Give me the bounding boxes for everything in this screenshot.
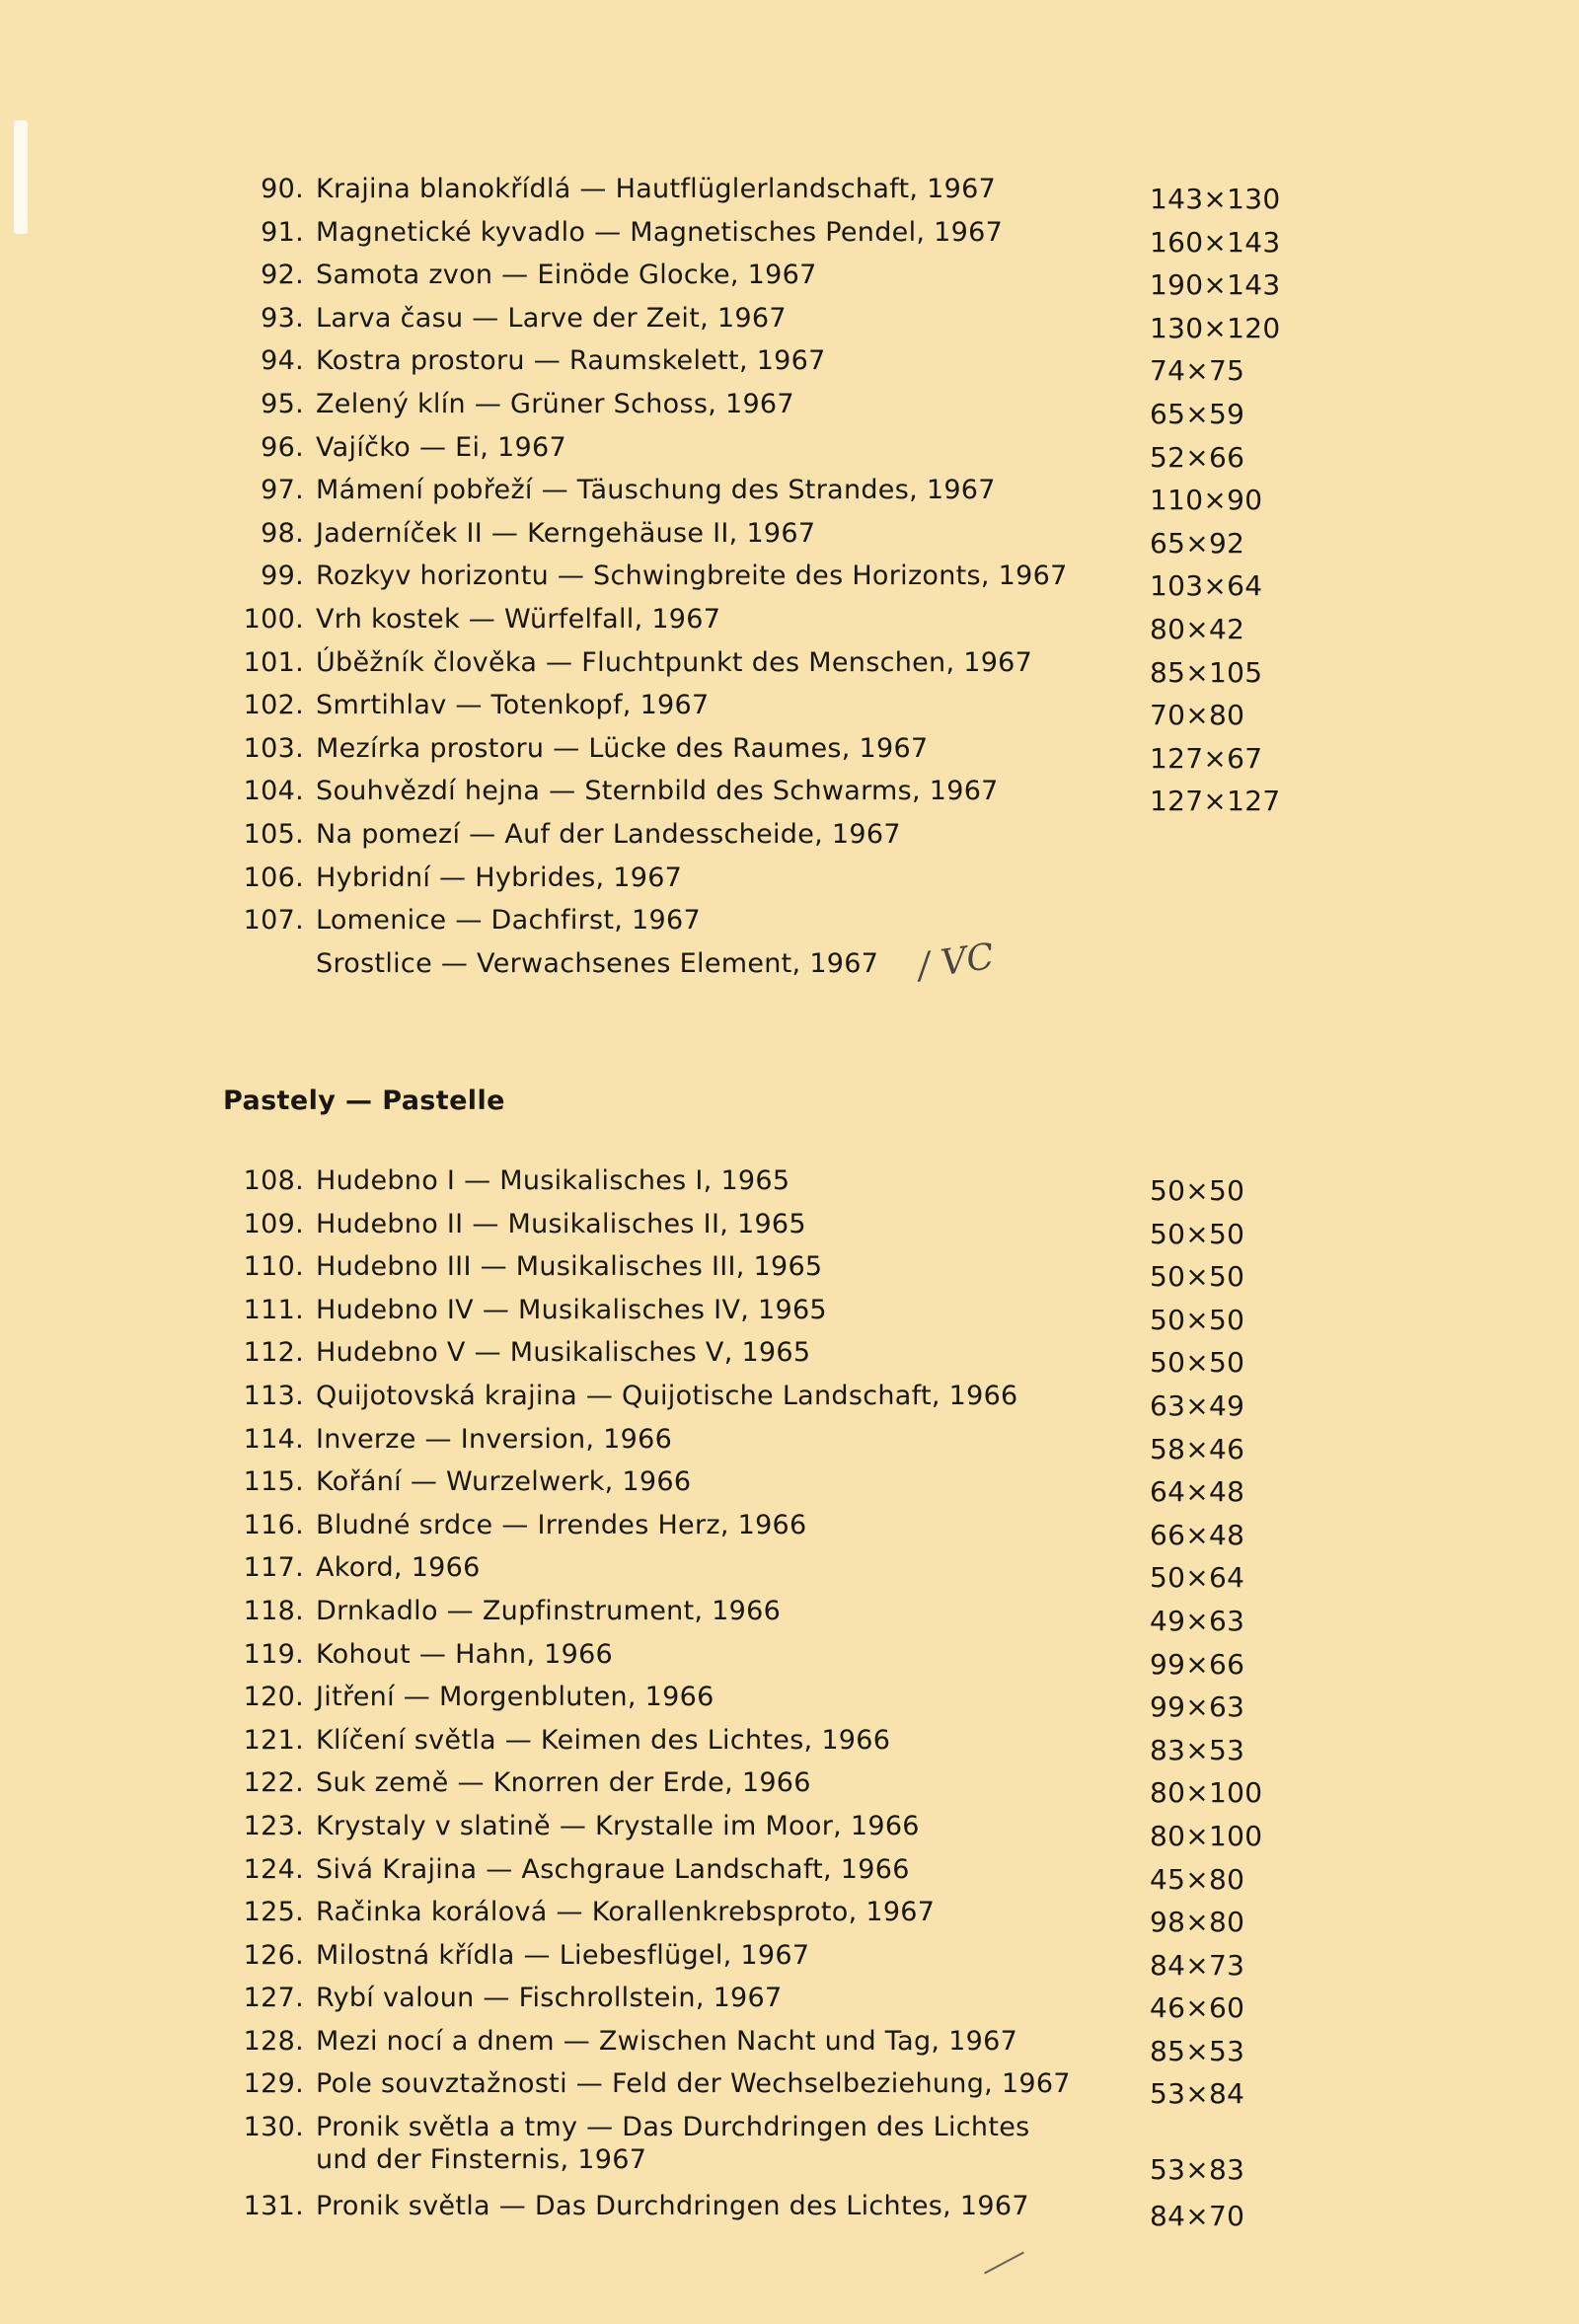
entry-number: 101. <box>243 646 304 678</box>
entry-dimensions: 46×60 <box>1150 1991 1245 2025</box>
entry-number: 126. <box>243 1939 304 1971</box>
catalog-entry <box>207 646 1342 690</box>
entry-number: 92. <box>261 260 304 291</box>
catalog-entry <box>207 775 1342 818</box>
entry-dimensions: 98×80 <box>1150 1906 1245 1939</box>
entry-dimensions: 70×80 <box>1150 699 1245 732</box>
entry-dimensions: 53×84 <box>1150 2077 1245 2111</box>
entry-number: 122. <box>243 1767 304 1799</box>
entry-number: 108. <box>243 1165 304 1196</box>
entry-dimensions: 103×64 <box>1150 569 1263 603</box>
entry-title: Kostra prostoru — Raumskelett, 1967 <box>316 345 826 377</box>
entry-title: Rozkyv horizontu — Schwingbreite des Horizonts, 1967 <box>316 561 1068 592</box>
entry-title: Pronik světla — Das Durchdringen des Lichtes, 1967 <box>316 2191 1029 2222</box>
entry-dimensions: 53×83 <box>1150 2153 1245 2187</box>
entry-number: 109. <box>243 1208 304 1239</box>
entry-number: 113. <box>243 1380 304 1411</box>
entry-dimensions: 85×105 <box>1150 655 1263 689</box>
entry-dimensions: 50×50 <box>1150 1174 1245 1207</box>
entry-title: Krystaly v slatině — Krystalle im Moor, 1966 <box>316 1810 920 1841</box>
entry-number: 107. <box>243 905 304 937</box>
entry-title: Hybridní — Hybrides, 1967 <box>316 862 683 893</box>
entry-dimensions: 84×70 <box>1150 2200 1245 2233</box>
pencil-mark <box>984 2252 1024 2275</box>
catalog-entry <box>207 560 1342 603</box>
catalog-entry <box>207 2111 1342 2190</box>
entry-number: 131. <box>243 2191 304 2222</box>
catalog-entry <box>207 1810 1342 1853</box>
entry-number: 95. <box>261 388 304 419</box>
catalog-entry <box>207 2067 1342 2111</box>
catalog-entry <box>207 302 1342 345</box>
entry-dimensions: 49×63 <box>1150 1604 1245 1637</box>
catalog-entry <box>207 862 1342 905</box>
entry-number: 106. <box>243 862 304 893</box>
entry-title: Smrtihlav — Totenkopf, 1967 <box>316 690 710 721</box>
entry-number: 130. <box>243 2112 304 2143</box>
catalog-entry <box>207 1208 1342 1251</box>
entry-number: 99. <box>261 561 304 592</box>
entry-dimensions: 80×100 <box>1150 1776 1263 1810</box>
catalog-entry <box>207 1380 1342 1423</box>
entry-number: 105. <box>243 818 304 850</box>
entry-number: 117. <box>243 1552 304 1584</box>
entry-dimensions: 143×130 <box>1150 183 1281 215</box>
catalog-entry <box>207 2025 1342 2068</box>
entry-number: 94. <box>261 345 304 377</box>
catalog-entry <box>207 1423 1342 1466</box>
entry-title: Hudebno V — Musikalisches V, 1965 <box>316 1337 811 1369</box>
entry-number: 111. <box>243 1294 304 1325</box>
entry-dimensions: 50×50 <box>1150 1260 1245 1294</box>
catalog-entry <box>207 1164 1342 1208</box>
entry-dimensions: 130×120 <box>1150 311 1281 344</box>
catalog-entry <box>207 947 1342 991</box>
catalog-entry <box>207 732 1342 776</box>
entry-number: 103. <box>243 732 304 764</box>
catalog-entry <box>207 1766 1342 1810</box>
entry-number: 125. <box>243 1897 304 1928</box>
entry-title: Hudebno IV — Musikalisches IV, 1965 <box>316 1294 827 1325</box>
catalog-entry <box>207 689 1342 732</box>
entry-title: Pronik světla a tmy — Das Durchdringen des Lichtes und der Finsternis, 1967 <box>316 2112 1030 2176</box>
entry-title: Akord, 1966 <box>316 1552 481 1584</box>
entry-title: Hudebno I — Musikalisches I, 1965 <box>316 1165 790 1196</box>
entry-number: 90. <box>261 174 304 204</box>
entry-dimensions: 99×63 <box>1150 1690 1245 1724</box>
entry-dimensions: 127×67 <box>1150 741 1263 775</box>
entry-title: Inverze — Inversion, 1966 <box>316 1423 673 1455</box>
entry-number: 97. <box>261 475 304 506</box>
catalog-entry <box>207 904 1342 947</box>
entry-title: Mámení pobřeží — Täuschung des Strandes, 1967 <box>316 475 996 506</box>
entry-title: Vajíčko — Ei, 1967 <box>316 431 566 463</box>
catalog-entry <box>207 1853 1342 1897</box>
page-edge-mark <box>14 120 28 234</box>
entry-number: 114. <box>243 1423 304 1455</box>
entry-number: 98. <box>261 517 304 549</box>
entry-title: Drnkadlo — Zupfinstrument, 1966 <box>316 1595 782 1626</box>
entry-title: Kohout — Hahn, 1966 <box>316 1638 614 1670</box>
entry-dimensions: 160×143 <box>1150 225 1281 259</box>
entry-title: Hudebno III — Musikalisches III, 1965 <box>316 1251 823 1283</box>
entry-dimensions: 50×50 <box>1150 1303 1245 1336</box>
entry-dimensions: 83×53 <box>1150 1733 1245 1766</box>
entry-dimensions: 58×46 <box>1150 1432 1245 1465</box>
entry-dimensions: 65×92 <box>1150 526 1245 560</box>
paintings-list <box>207 173 1342 990</box>
entry-number: 93. <box>261 302 304 334</box>
catalog-entry <box>207 344 1342 388</box>
catalog-entry <box>207 2190 1342 2233</box>
catalog-entry <box>207 474 1342 517</box>
entry-title: Klíčení světla — Keimen des Lichtes, 1966 <box>316 1724 891 1756</box>
entry-title: Račinka korálová — Korallenkrebsproto, 1967 <box>316 1897 936 1928</box>
catalog-entry <box>207 818 1342 862</box>
catalog-entry <box>207 1465 1342 1509</box>
entry-title: Úběžník člověka — Fluchtpunkt des Menschen, 1967 <box>316 646 1033 678</box>
entry-title: Zelený klín — Grüner Schoss, 1967 <box>316 388 794 419</box>
entry-title: Na pomezí — Auf der Landesscheide, 1967 <box>316 818 901 850</box>
catalog-entry <box>207 1336 1342 1380</box>
handwritten-annotation: / VC <box>915 936 997 988</box>
entry-title: Magnetické kyvadlo — Magnetisches Pendel, 1967 <box>316 216 1004 248</box>
entry-number: 127. <box>243 1983 304 2014</box>
entry-number: 91. <box>261 216 304 248</box>
entry-title: Mezi nocí a dnem — Zwischen Nacht und Tag, 1967 <box>316 2025 1018 2057</box>
catalog-entry <box>207 1681 1342 1724</box>
entry-title: Quijotovská krajina — Quijotische Landschaft, 1966 <box>316 1380 1018 1411</box>
entry-title: Souhvězdí hejna — Sternbild des Schwarms, 1967 <box>316 776 999 807</box>
entry-title: Krajina blanokřídlá — Hautflüglerlandschaft, 1967 <box>316 174 997 204</box>
catalog-entry <box>207 1896 1342 1939</box>
entry-dimensions: 99×66 <box>1150 1647 1245 1681</box>
entry-title: Sivá Krajina — Aschgraue Landschaft, 1966 <box>316 1853 910 1885</box>
entry-title: Samota zvon — Einöde Glocke, 1967 <box>316 260 817 291</box>
entry-title: Kořání — Wurzelwerk, 1966 <box>316 1466 692 1498</box>
entry-dimensions: 110×90 <box>1150 484 1263 517</box>
entry-title: Rybí valoun — Fischrollstein, 1967 <box>316 1983 783 2014</box>
entry-dimensions: 50×50 <box>1150 1217 1245 1250</box>
catalog-entry <box>207 1638 1342 1682</box>
catalog-entry <box>207 517 1342 561</box>
catalog-entry <box>207 431 1342 475</box>
catalog-entry <box>207 1595 1342 1638</box>
catalog-entry <box>207 216 1342 260</box>
entry-number: 115. <box>243 1466 304 1498</box>
entry-number: 112. <box>243 1337 304 1369</box>
entry-title: Mezírka prostoru — Lücke des Raumes, 1967 <box>316 732 929 764</box>
entry-title: Jaderníček II — Kerngehäuse II, 1967 <box>316 517 816 549</box>
entry-title: Hudebno II — Musikalisches II, 1965 <box>316 1208 806 1239</box>
entry-dimensions: 64×48 <box>1150 1475 1245 1509</box>
catalog-entry <box>207 1509 1342 1552</box>
catalog-entry <box>207 259 1342 302</box>
entry-number: 96. <box>261 431 304 463</box>
entry-dimensions: 66×48 <box>1150 1518 1245 1551</box>
entry-title: Suk země — Knorren der Erde, 1966 <box>316 1767 811 1799</box>
entry-dimensions: 127×127 <box>1150 785 1281 818</box>
entry-title: Bludné srdce — Irrendes Herz, 1966 <box>316 1509 807 1540</box>
entry-dimensions: 190×143 <box>1150 268 1281 302</box>
entry-number: 120. <box>243 1682 304 1713</box>
entry-dimensions: 65×59 <box>1150 397 1245 430</box>
catalog-entry <box>207 173 1342 216</box>
entry-dimensions: 80×42 <box>1150 612 1245 645</box>
entry-title: Milostná křídla — Liebesflügel, 1967 <box>316 1939 810 1971</box>
entry-number: 102. <box>243 690 304 721</box>
entry-number: 104. <box>243 776 304 807</box>
entry-number: 129. <box>243 2068 304 2100</box>
entry-number: 124. <box>243 1853 304 1885</box>
entry-dimensions: 74×75 <box>1150 354 1245 388</box>
pastels-list <box>207 1164 1342 2233</box>
entry-number: 121. <box>243 1724 304 1756</box>
catalog-entry <box>207 1294 1342 1337</box>
entry-title: Larva času — Larve der Zeit, 1967 <box>316 302 787 334</box>
entry-dimensions: 45×80 <box>1150 1862 1245 1896</box>
entry-title: Vrh kostek — Würfelfall, 1967 <box>316 603 721 635</box>
entry-dimensions: 52×66 <box>1150 440 1245 474</box>
entry-title: Pole souvztažnosti — Feld der Wechselbeziehung, 1967 <box>316 2068 1071 2100</box>
entry-number: 100. <box>243 603 304 635</box>
catalog-entry <box>207 1551 1342 1595</box>
entry-number: 123. <box>243 1810 304 1841</box>
entry-dimensions: 85×53 <box>1150 2034 1245 2067</box>
catalog-entry <box>207 1982 1342 2025</box>
entry-number: 119. <box>243 1638 304 1670</box>
entry-dimensions: 84×73 <box>1150 1948 1245 1982</box>
entry-title: Lomenice — Dachfirst, 1967 <box>316 905 701 937</box>
entry-number: 116. <box>243 1509 304 1540</box>
catalog-entry <box>207 388 1342 431</box>
entry-number: 128. <box>243 2025 304 2057</box>
entry-dimensions: 63×49 <box>1150 1388 1245 1422</box>
catalog-entry <box>207 603 1342 646</box>
entry-dimensions: 50×64 <box>1150 1561 1245 1595</box>
section-title: Pastely — Pastelle <box>223 1086 505 1116</box>
entry-dimensions: 80×100 <box>1150 1819 1263 1852</box>
catalog-entry <box>207 1250 1342 1294</box>
entry-number: 110. <box>243 1251 304 1283</box>
entry-title: Jitření — Morgenbluten, 1966 <box>316 1682 714 1713</box>
entry-title: Srostlice — Verwachsenes Element, 1967 <box>316 947 879 979</box>
entry-dimensions: 50×50 <box>1150 1346 1245 1380</box>
entry-number: 118. <box>243 1595 304 1626</box>
catalog-entry <box>207 1724 1342 1767</box>
catalog-entry <box>207 1939 1342 1983</box>
